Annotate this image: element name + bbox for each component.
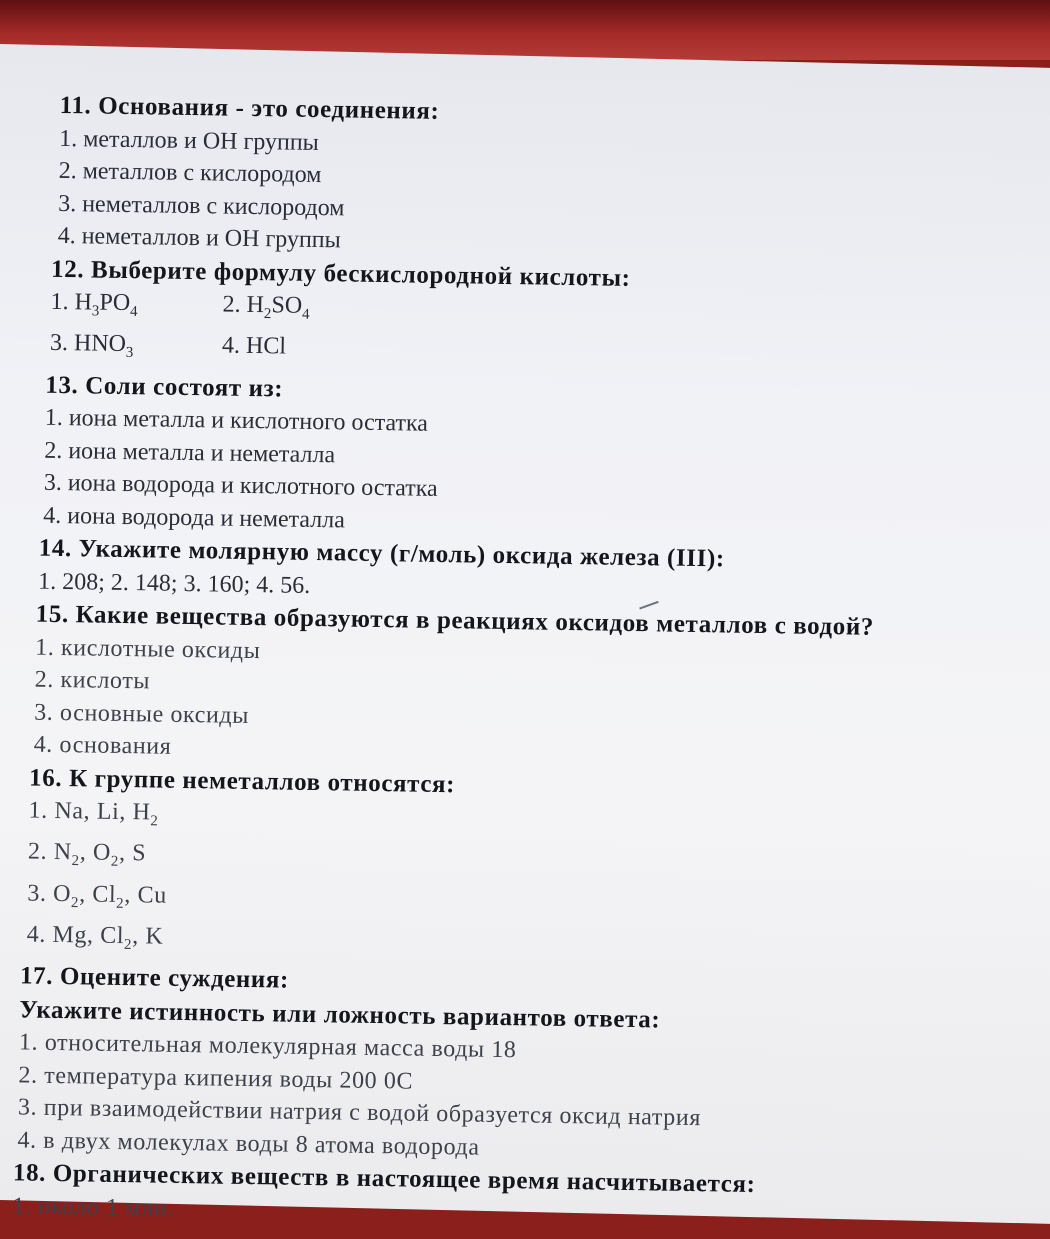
option-number: 2.: [222, 291, 241, 318]
formula-text: , K: [132, 923, 164, 950]
question-title: 11. Основания - это соединения:: [59, 91, 440, 125]
answer-option: 4. основания: [33, 731, 172, 760]
answer-option: 1. 208; 2. 148; 3. 160; 4. 56.: [38, 568, 311, 599]
formula-text: SO: [271, 292, 303, 319]
answer-option: 3. при взаимодействии натрия с водой образуется оксид натрия: [17, 1094, 702, 1132]
answer-option: 4. неметаллов и ОН группы: [57, 222, 341, 254]
answer-option: 2. металлов с кислородом: [58, 157, 322, 189]
formula-text: H: [246, 291, 265, 319]
formula-text: 4. Mg, Cl: [26, 921, 125, 950]
question-title: 15. Какие вещества образуются в реакциях оксидов металлов с водой?: [35, 600, 875, 641]
answer-option: 4. иона водорода и неметалла: [43, 502, 346, 534]
question-title: 16. К группе неметаллов относятся:: [28, 764, 456, 798]
subscript: 4: [301, 306, 310, 323]
question-11: [57, 89, 1049, 268]
answer-option: 3. неметаллов с кислородом: [57, 190, 345, 221]
formula-text: HCl: [245, 333, 287, 360]
question-12: [50, 252, 1048, 384]
subscript: 2: [70, 894, 80, 911]
answer-option: 3. иона водорода и кислотного остатка: [43, 469, 438, 503]
answer-option: 4. в двух молекулах воды 8 атома водорода: [17, 1127, 480, 1161]
answer-option: 2. температура кипения воды 200 0С: [18, 1062, 414, 1095]
formula-text: HNO: [73, 330, 127, 358]
subscript: 4: [129, 303, 138, 320]
answer-option: 1. относительная молекулярная масса воды 18: [18, 1029, 517, 1064]
answer-option: 1. около 1 млн.: [12, 1193, 174, 1222]
question-subtitle: Укажите истинность или ложность вариантов ответа:: [19, 996, 661, 1034]
formula-text: , S: [118, 840, 147, 867]
subscript: 2: [123, 936, 133, 953]
answer-option: 2. иона металла и неметалла: [44, 437, 336, 468]
answer-option: 3. основные оксиды: [33, 699, 250, 729]
formula-text: 2. N: [27, 838, 72, 866]
answer-option: [50, 286, 223, 330]
question-title: 13. Соли состоят из:: [45, 371, 284, 403]
quiz-text-block: [0, 88, 1050, 1222]
answer-option: 1. металлов и ОН группы: [59, 125, 320, 156]
formula-text: 1. Na, Li, H: [28, 797, 151, 826]
subscript: 2: [110, 854, 120, 871]
subscript: 2: [150, 813, 159, 830]
formula-text: 3. O: [27, 880, 72, 907]
formula-text: PO: [99, 289, 131, 317]
answer-option: [222, 330, 403, 374]
subscript: 2: [71, 853, 80, 870]
answer-option: 1. иона металла и кислотного остатка: [44, 404, 429, 437]
question-15: [33, 598, 1041, 777]
option-number: 4.: [221, 332, 241, 360]
option-number: 1.: [50, 288, 69, 316]
question-16: [26, 761, 1039, 976]
answer-option: 1. кислотные оксиды: [35, 634, 261, 664]
formula-text: , Cu: [124, 881, 167, 909]
question-title: 12. Выберите формулу бескислородной кислоты:: [50, 255, 631, 292]
answer-option: [222, 289, 403, 333]
question-title: 14. Укажите молярную массу (г/моль) оксида железа (III):: [38, 534, 726, 573]
question-17: [17, 960, 1036, 1173]
option-number: 3.: [49, 330, 69, 357]
formula-text: , O: [79, 839, 112, 867]
answer-option: 2. кислоты: [34, 666, 151, 695]
subscript: 3: [125, 345, 134, 362]
question-13: [43, 368, 1045, 547]
question-title: 17. Оцените суждения:: [19, 962, 290, 994]
subscript: 3: [91, 303, 100, 320]
answer-option: [50, 327, 223, 371]
subscript: 2: [263, 305, 272, 323]
subscript: 2: [116, 895, 125, 912]
formula-text: H: [74, 289, 93, 316]
formula-text: , Cl: [78, 881, 117, 908]
question-title: 18. Органических веществ в настоящее время насчитывается:: [12, 1159, 756, 1199]
